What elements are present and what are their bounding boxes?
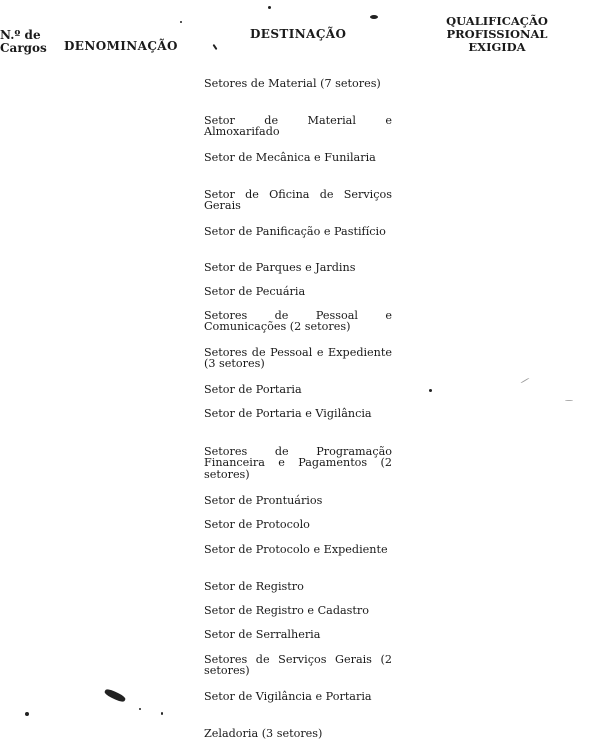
list-item [204, 581, 392, 592]
list-item [204, 605, 392, 616]
destinacao-text: Setor de Protocolo e Expediente [204, 543, 388, 556]
destinacao-text: Setores de Pessoal e Comunicações (2 setores) [204, 309, 392, 334]
scan-speck [565, 400, 573, 401]
list-item [204, 544, 392, 555]
destinacao-text: Setores de Material (7 setores) [204, 77, 381, 90]
destinacao-text: Setores de Programação Financeira e Pagamentos (2 setores) [204, 445, 392, 481]
list-item [204, 654, 392, 677]
list-item [204, 189, 392, 212]
destinacao-text: Setor de Registro [204, 580, 304, 593]
list-item [204, 495, 392, 506]
destinacao-text: Setor de Portaria [204, 383, 302, 396]
scan-speck [429, 389, 432, 392]
scan-speck [212, 44, 217, 50]
destinacao-text: Zeladoria (3 setores) [204, 727, 323, 740]
destinacao-text: Setores de Pessoal e Expediente (3 setores) [204, 346, 392, 371]
list-item [204, 115, 392, 138]
destinacao-text: Setor de Material e Almoxarifado [204, 114, 392, 139]
list-item [204, 286, 392, 297]
scan-speck [180, 21, 182, 23]
destinacao-text: Setor de Portaria e Vigilância [204, 407, 372, 420]
list-item [204, 347, 392, 370]
header-denominacao: DENOMINAÇÃO [64, 39, 178, 53]
scan-speck [268, 6, 271, 9]
destinacao-text: Setor de Prontuários [204, 494, 323, 507]
list-item [204, 384, 392, 395]
destinacao-text: Setor de Pecuária [204, 285, 306, 298]
list-item [204, 519, 392, 530]
destinacao-text: Setor de Oficina de Serviços Gerais [204, 188, 392, 213]
destinacao-text: Setor de Protocolo [204, 518, 310, 531]
destinacao-text: Setor de Parques e Jardins [204, 261, 356, 274]
list-item [204, 262, 392, 273]
scan-speck [104, 688, 127, 704]
list-item [204, 310, 392, 333]
list-item [204, 152, 392, 163]
list-item [204, 629, 392, 640]
destinacao-text: Setor de Vigilância e Portaria [204, 690, 372, 703]
destinacao-text: Setor de Mecânica e Funilaria [204, 151, 376, 164]
scan-speck [25, 712, 29, 716]
destinacao-text: Setor de Serralheria [204, 628, 321, 641]
header-n-cargos: N.º de Cargos [0, 28, 47, 55]
header-destinacao: DESTINAÇÃO [250, 27, 347, 41]
destinacao-text: Setor de Registro e Cadastro [204, 604, 369, 617]
list-item [204, 226, 392, 237]
list-item [204, 446, 392, 480]
list-item [204, 728, 392, 739]
destinacao-text: Setores de Serviços Gerais (2 setores) [204, 653, 392, 678]
header-qualificacao: QUALIFICAÇÃO PROFISSIONAL EXIGIDA [446, 14, 548, 54]
destinacao-text: Setor de Panificação e Pastifício [204, 225, 386, 238]
list-item [204, 408, 392, 419]
scan-speck [520, 378, 529, 384]
scan-speck [370, 15, 378, 19]
list-item [204, 691, 392, 702]
scan-speck [139, 708, 141, 710]
scan-speck [161, 712, 163, 715]
list-item [204, 78, 392, 89]
